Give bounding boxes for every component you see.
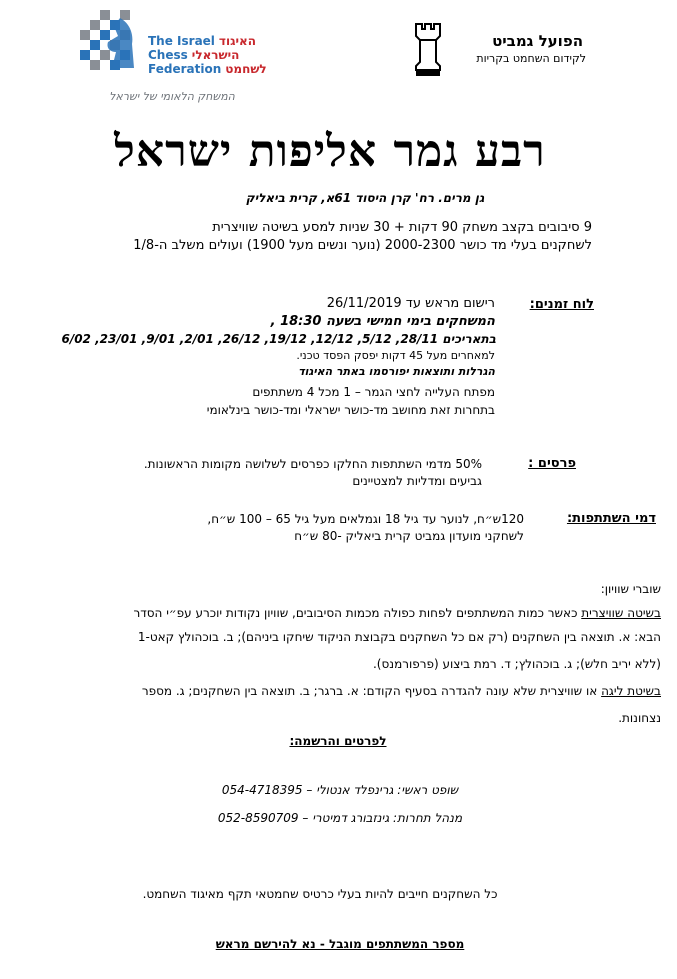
schedule-rating-note: בתחרות זאת מחושב מד-כושר ישראלי ומד-כושר בינלאומי	[206, 403, 495, 417]
format-line-1: 9 סיבובים בקצב משחק 90 דקות + 30 שניות למסע בשיטה שוויצרית	[212, 220, 592, 235]
fees-line-1: 120ש״ח, לנוער עד גיל 18 וגמלאים מעל גיל 65 – 100 ש״ח,	[207, 512, 524, 526]
tiebreaks-league-line-2: נצחונות.	[618, 711, 661, 725]
chess-federation-logo	[72, 8, 272, 108]
format-line-2: לשחקנים בעלי מד כושר 2000-2300 (נוער ונשים מעל 1900) ועולים משלב ה-1/8	[133, 238, 592, 253]
ici-name-en-3: Federation	[148, 62, 222, 76]
swiss-text-1: כאשר כמות המשתתפים לפחות כפולה מכמות הסיבובים, שוויון נקודות יוכרע עפ״י הסדר	[133, 606, 578, 620]
schedule-dates: בתאריכים 28/11, 5/12, 12/12, 19/12, 26/12, 2/01, 9/01, 23/01, 6/02	[61, 332, 496, 346]
footer-limited: מספר המשתתפים מוגבל - נא להירשם מראש	[215, 937, 465, 951]
schedule-registration: רישום מראש עד 26/11/2019	[326, 296, 495, 311]
ici-name-he-1: האיגוד	[218, 34, 256, 48]
tiebreaks-swiss-line-2: הבא: א. תוצאה בין השחקנים (רק אם כל השחקנים בקבוצת הניקוד שיחקו ביניהם); ב. בוכהולץ קאט-1	[137, 630, 661, 644]
schedule-results-note: הגרלות ותוצאות יפורסמו באתר האיגוד	[298, 365, 495, 378]
hapoel-gambit-logo	[408, 20, 608, 90]
league-text-1: או שוויצרית שלא עונה להגדרה בסעיף הקודם: א. ברגר; ב. תוצאה בין השחקנים; ג. מספר	[141, 684, 598, 698]
tiebreaks-league-line-1	[14, 683, 661, 699]
contacts-heading: לפרטים והרשמה:	[289, 734, 387, 748]
ici-name-en-2: Chess	[148, 48, 188, 62]
schedule-play-time: המשחקים בימי חמישי בשעה 18:30 ,	[270, 314, 495, 329]
contacts-arbiter: שופט ראשי: גרינפלד אנטולי – 054-4718395	[221, 783, 459, 797]
schedule-advance-key: מפתח העלייה לחצי הגמר – 1 מכל 4 משתתפים	[252, 385, 495, 399]
ici-name-he-3: לשחמט	[225, 62, 267, 76]
prizes-label: פרסים :	[528, 456, 576, 471]
ici-slogan: המשחק הלאומי של ישראל	[109, 90, 235, 103]
chess-rook-icon	[414, 22, 442, 78]
ici-name-he-2: הישראלי	[191, 48, 240, 62]
tiebreaks-swiss-line-3: (ללא יריב חלש); ג. בוכהולץ; ד. רמת ביצוע (פרפורמנס).	[372, 657, 661, 671]
venue: גן מרים. רח' קרן היסוד 61א, קרית ביאליק	[245, 191, 485, 205]
tiebreaks-swiss-line-1	[14, 605, 661, 621]
page-title: רבע גמר אליפות ישראל	[114, 126, 546, 177]
prizes-line-2: גביעים ומדליות למצטיינים	[352, 474, 482, 488]
prizes-line-1: 50% מדמי השתתפות החלקו כפרסים לשלושה מקומות הראשונות.	[143, 457, 482, 471]
chess-knight-icon	[72, 8, 147, 83]
fees-label: דמי השתתפות:	[566, 511, 656, 526]
schedule-late-note: למאחרים מעל 45 דקות יפסק הפסד טכני.	[296, 349, 495, 362]
hapoel-subtitle: לקידום השחמט בקריות	[476, 52, 586, 65]
contacts-director: מנהל תחרות: גינזבורג דמיטרי – 052-8590709	[217, 811, 463, 825]
tiebreaks-heading: שוברי שוויון:	[600, 582, 661, 596]
footer-card-note: כל השחקנים חייבים להיות בעלי כרטיס שחמטאי תקף מאיגוד השחמט.	[142, 887, 498, 901]
league-label: בשיטת ליגה	[601, 684, 661, 698]
ici-name-en-1: The Israel	[148, 34, 215, 48]
schedule-label: לוח זמנים:	[529, 297, 594, 312]
hapoel-title: הפועל גמביט	[492, 32, 583, 50]
swiss-label: בשיטה שוויצרית	[581, 606, 661, 620]
fees-line-2: לשחקני מועדון גמביט קרית ביאליק -80 ש״ח	[294, 529, 524, 543]
